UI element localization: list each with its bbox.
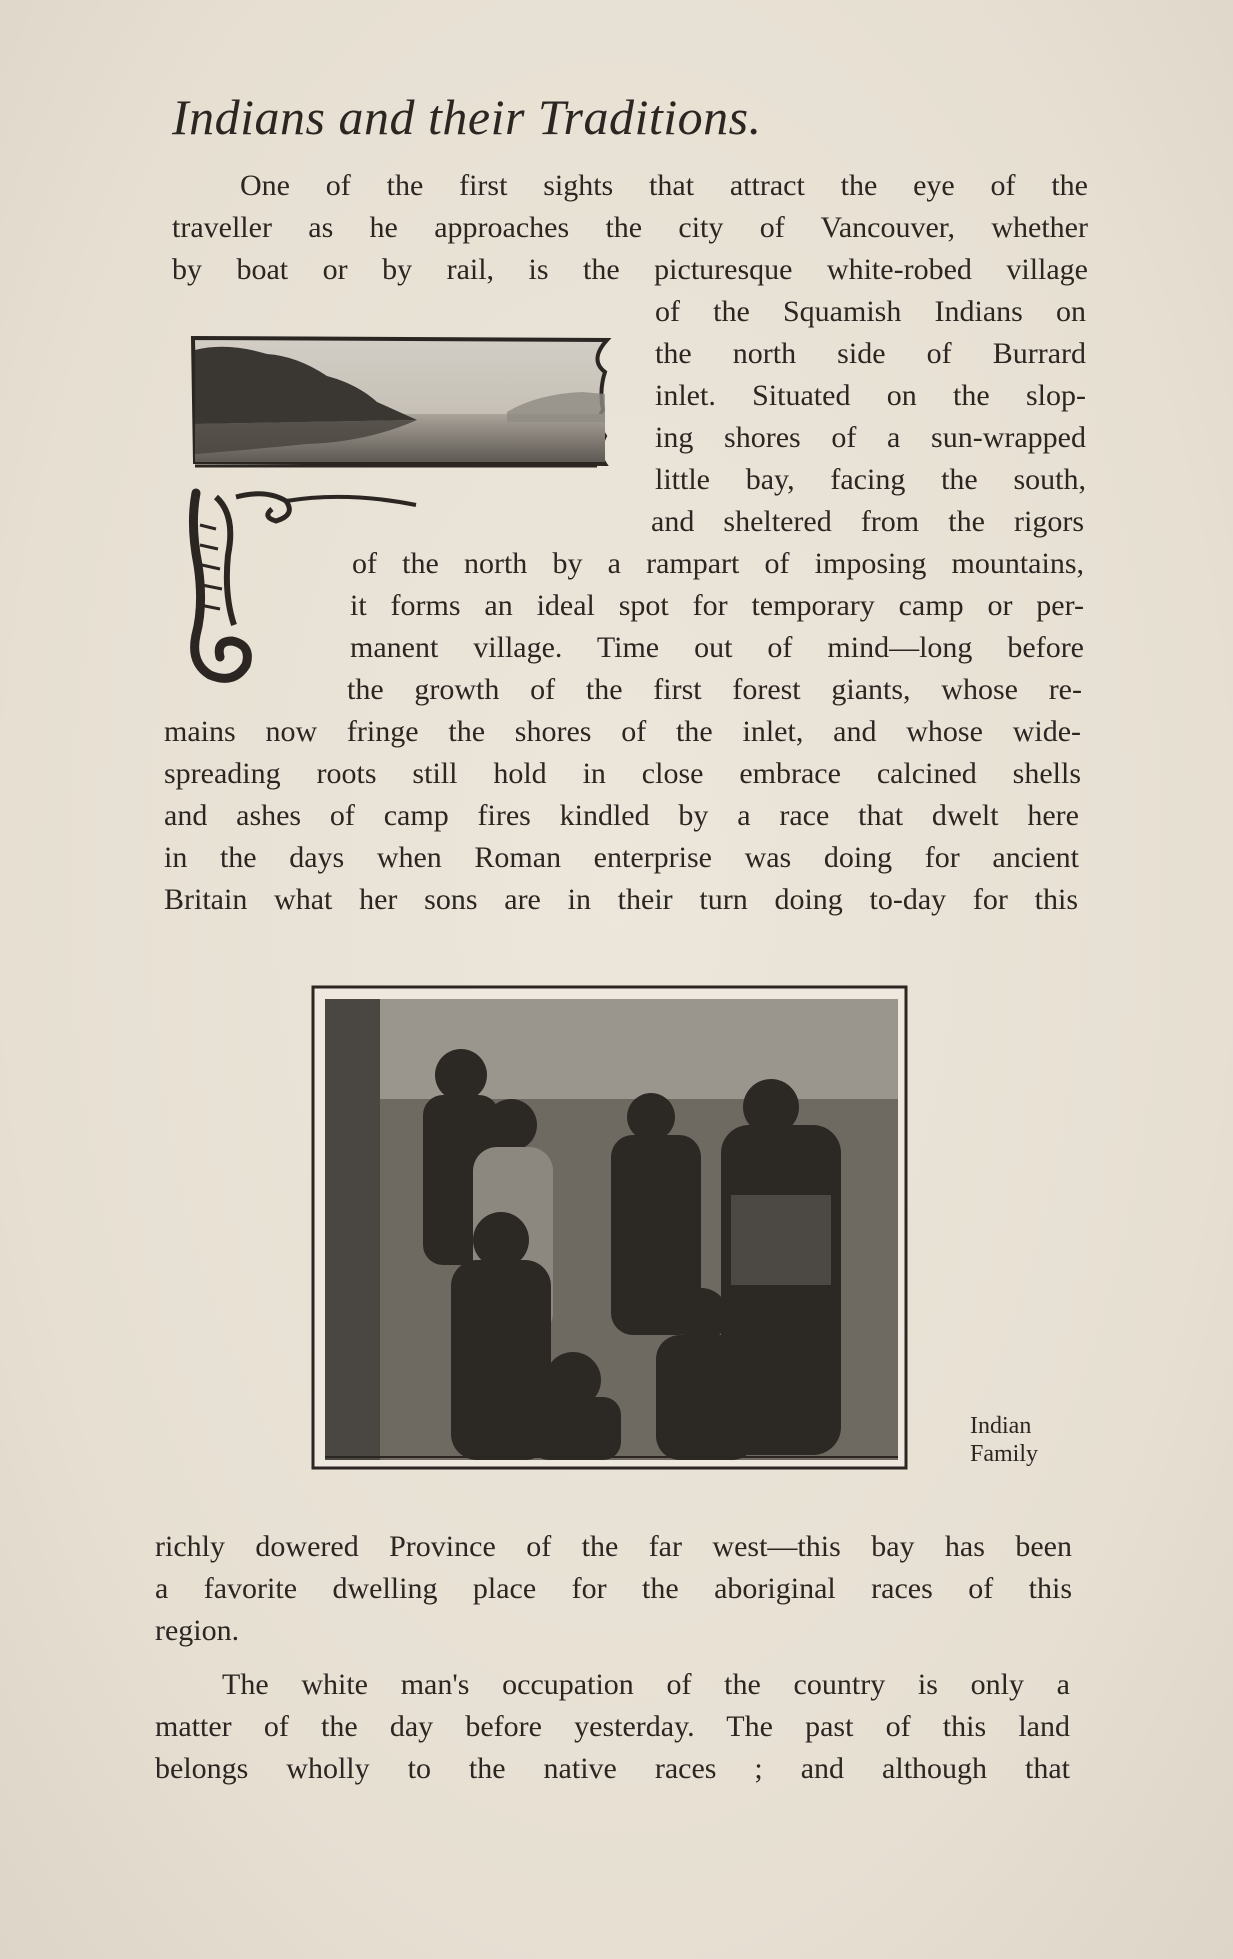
text-line: little bay, facing the south, [655, 463, 1086, 496]
text-line: manent village. Time out of mind—long before [350, 631, 1084, 664]
text-line: in the days when Roman enterprise was doing for ancient [164, 841, 1079, 874]
text-line: mains now fringe the shores of the inlet, and whose wide- [164, 715, 1081, 748]
text-line: the north side of Burrard [655, 337, 1086, 370]
text-line: inlet. Situated on the slop- [655, 379, 1086, 412]
caption-line: Family [970, 1441, 1039, 1467]
text-line: of the Squamish Indians on [655, 295, 1086, 328]
text-line: spreading roots still hold in close embrace calcined shells [164, 757, 1081, 790]
text-line: region. [155, 1614, 240, 1647]
text-line: One of the first sights that attract the eye of the [240, 169, 1088, 202]
text-line: it forms an ideal spot for temporary camp or per- [350, 589, 1084, 622]
indian-family-photograph [311, 985, 908, 1470]
page-title: Indians and their Traditions. [172, 89, 762, 145]
scroll-ornament [176, 485, 446, 690]
text-line: Britain what her sons are in their turn doing to-day for this [164, 883, 1078, 916]
text-line: the growth of the first forest giants, whose re- [347, 673, 1082, 706]
text-line: ing shores of a sun-wrapped [655, 421, 1086, 454]
text-line: matter of the day before yesterday. The past of this land [155, 1710, 1070, 1743]
text-line: and ashes of camp fires kindled by a race that dwelt here [164, 799, 1079, 832]
text-line: richly dowered Province of the far west—this bay has been [155, 1530, 1072, 1563]
text-line: a favorite dwelling place for the aboriginal races of this [155, 1572, 1072, 1605]
text-line: traveller as he approaches the city of Vancouver, whether [172, 211, 1088, 244]
text-line: of the north by a rampart of imposing mountains, [352, 547, 1084, 580]
text-line: by boat or by rail, is the picturesque white-robed village [172, 253, 1088, 286]
text-line: belongs wholly to the native races ; and although that [155, 1752, 1070, 1785]
text-line: The white man's occupation of the country is only a [222, 1668, 1070, 1701]
text-line: and sheltered from the rigors [651, 505, 1084, 538]
landscape-illustration [187, 332, 624, 492]
caption-line: Indian [970, 1413, 1032, 1439]
photo-caption [970, 1412, 1038, 1468]
